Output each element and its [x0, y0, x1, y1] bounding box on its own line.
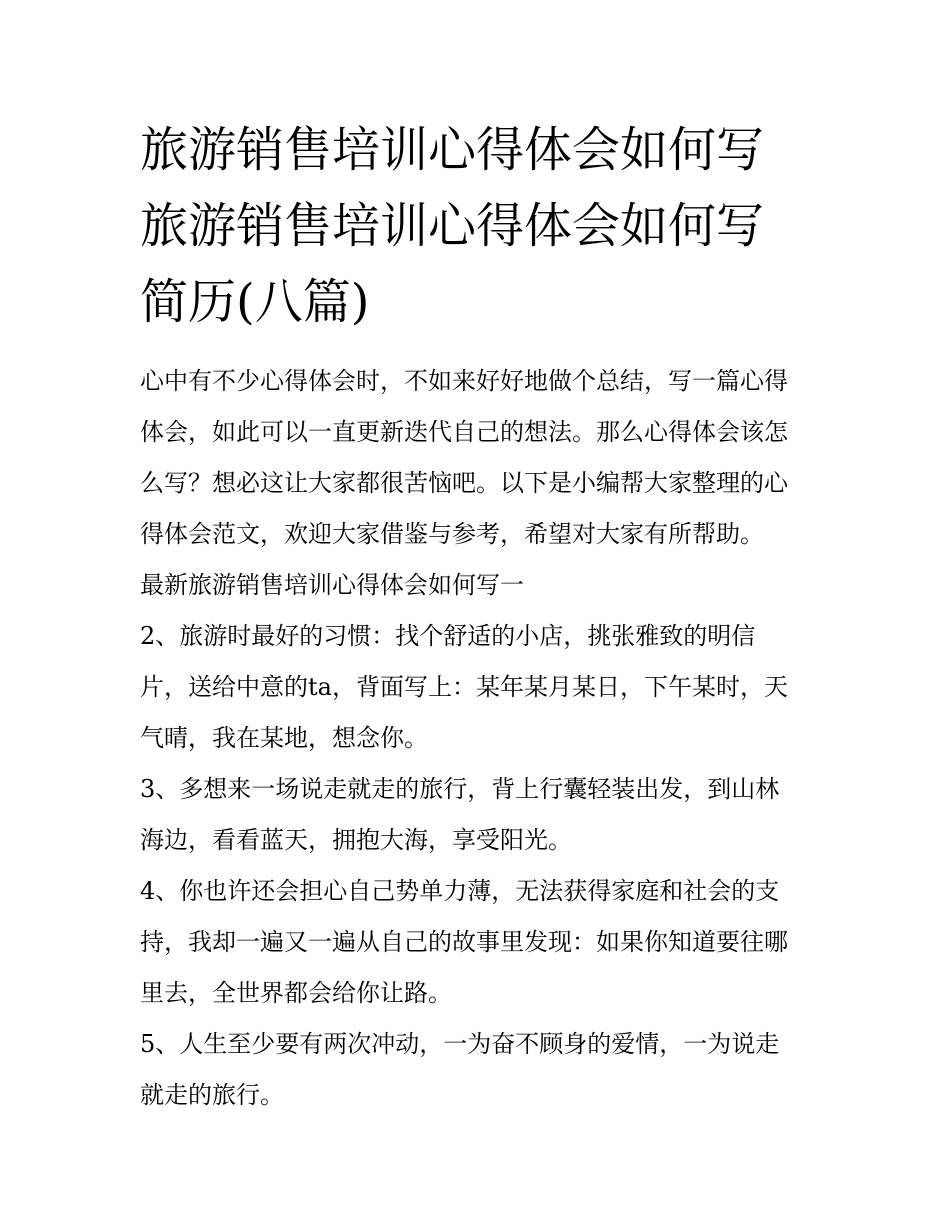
document-title — [140, 112, 830, 340]
section-heading — [140, 560, 830, 611]
list-item — [140, 611, 830, 764]
intro-paragraph — [140, 356, 830, 560]
text-line: 里去，全世界都会给你让路。 — [140, 979, 452, 1007]
list-item — [140, 866, 830, 1019]
text-line: 2、旅游时最好的习惯：找个舒适的小店，挑张雅致的明信 — [140, 622, 756, 650]
text-line: 体会，如此可以一直更新迭代自己的想法。那么心得体会该怎 — [140, 418, 788, 446]
document-page — [140, 112, 830, 1121]
text-line: 片，送给中意的ta，背面写上：某年某月某日，下午某时，天 — [140, 673, 788, 701]
text-line: 心中有不少心得体会时，不如来好好地做个总结，写一篇心得 — [140, 367, 788, 395]
text-line: 持，我却一遍又一遍从自己的故事里发现：如果你知道要往哪 — [140, 928, 788, 956]
text-line: 得体会范文，欢迎大家借鉴与参考，希望对大家有所帮助。 — [140, 520, 764, 548]
list-item — [140, 1019, 830, 1121]
text-line: 最新旅游销售培训心得体会如何写一 — [140, 571, 524, 599]
text-line: 么写？想必这让大家都很苦恼吧。以下是小编帮大家整理的心 — [140, 469, 788, 497]
text-line: 5、人生至少要有两次冲动，一为奋不顾身的爱情，一为说走 — [140, 1030, 780, 1058]
title-line: 旅游销售培训心得体会如何写 — [140, 122, 765, 178]
title-line: 旅游销售培训心得体会如何写 — [140, 198, 765, 254]
list-item — [140, 764, 830, 866]
text-line: 海边，看看蓝天，拥抱大海，享受阳光。 — [140, 826, 572, 854]
text-line: 就走的旅行。 — [140, 1081, 284, 1109]
title-line: 简历(八篇) — [140, 274, 370, 330]
text-line: 气晴，我在某地，想念你。 — [140, 724, 428, 752]
text-line: 4、你也许还会担心自己势单力薄，无法获得家庭和社会的支 — [140, 877, 780, 905]
text-line: 3、多想来一场说走就走的旅行，背上行囊轻装出发，到山林 — [140, 775, 780, 803]
document-body — [140, 356, 830, 1121]
